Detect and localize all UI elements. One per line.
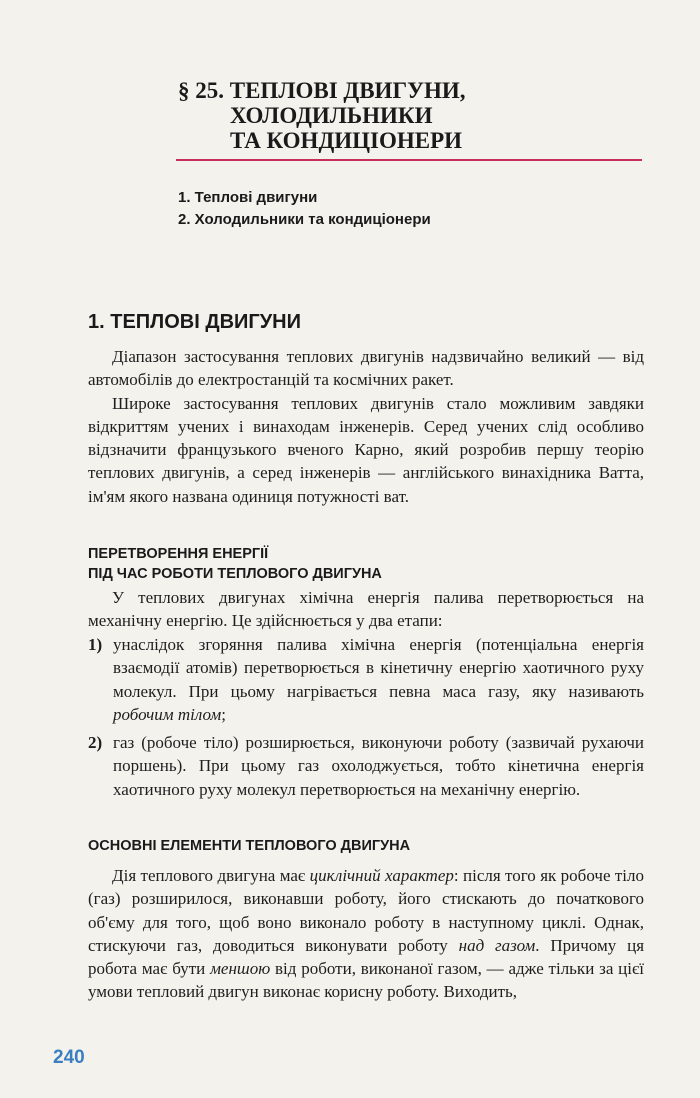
emphasis: меншою <box>210 959 271 979</box>
list-text: газ (робоче тіло) розширюється, виконуючи роботу (зазвичай рухаючи поршень). При цьому газ охолоджується, тобто кінетична енергія хаотичного руху молекул перетворюється на механічну енергію. <box>113 733 644 799</box>
chapter-title-line-3: ТА КОНДИЦІОНЕРИ <box>230 128 463 153</box>
elements-paragraph <box>88 864 644 1004</box>
contents-item: 2. Холодильники та кондиціонери <box>178 211 431 228</box>
chapter-title-line-1: § 25. ТЕПЛОВІ ДВИГУНИ, <box>178 78 466 103</box>
paragraph: Широке застосування теплових двигунів стало можливим завдяки відкриттям учених і винаходам інженерів. Серед учених слід особливо відзначити французького вченого Карно, який розробив першу теорію теплових двигунів, а серед інженерів — англійського винахідника Ватта, ім'ям якого названа одиниця потужності ват. <box>88 393 644 506</box>
title-divider <box>176 159 642 161</box>
paragraph: Дія теплового двигуна має циклічний характер: після того як робоче тіло (газ) розширилося, виконавши роботу, його стискають до початкового об'єму для того, щоб воно виконало роботу в наступному циклі. Однак, стискуючи газ, доводиться виконувати роботу над газом. Причому ця робота має бути меншою від роботи, виконаної газом, — адже тільки за цієї умови тепловий двигун виконає корисну роботу. Виходить, <box>88 866 645 1002</box>
chapter-contents <box>178 187 431 231</box>
list-item <box>88 731 644 801</box>
section-heading: 1. ТЕПЛОВІ ДВИГУНИ <box>88 311 301 333</box>
paragraph: Діапазон застосування теплових двигунів надзвичайно великий — від автомобілів до електростанцій та космічних ракет. <box>88 347 644 390</box>
subsection-heading-line: ПІД ЧАС РОБОТИ ТЕПЛОВОГО ДВИГУНА <box>88 566 382 582</box>
paragraph: У теплових двигунах хімічна енергія палива перетворюється на механічну енергію. Це здійснюється у два етапи: <box>88 588 644 631</box>
emphasis: циклічний характер <box>309 866 454 885</box>
emphasis: над газом <box>458 935 536 955</box>
emphasis: робочим тілом <box>113 704 222 724</box>
section-intro <box>88 345 644 508</box>
chapter-title-line-2: ХОЛОДИЛЬНИКИ <box>230 103 433 128</box>
subsection-heading-energy <box>88 544 382 584</box>
list-item <box>88 633 644 726</box>
energy-intro <box>88 586 644 633</box>
subsection-heading-line: ПЕРЕТВОРЕННЯ ЕНЕРГІЇ <box>88 546 269 562</box>
subsection-heading-elements: ОСНОВНІ ЕЛЕМЕНТИ ТЕПЛОВОГО ДВИГУНА <box>88 838 411 854</box>
list-number: 1) <box>88 635 103 654</box>
list-text: унаслідок згоряння палива хімічна енергія (потенціальна енергія взаємодії атомів) перетворюється в кінетичну енергію хаотичного руху молекул. При цьому нагрівається певна маса газу, яку називають робочим тілом; <box>113 635 644 724</box>
contents-item: 1. Теплові двигуни <box>178 189 318 206</box>
list-number: 2) <box>88 733 103 752</box>
page-number: 240 <box>53 1047 85 1068</box>
chapter-title <box>178 78 648 153</box>
